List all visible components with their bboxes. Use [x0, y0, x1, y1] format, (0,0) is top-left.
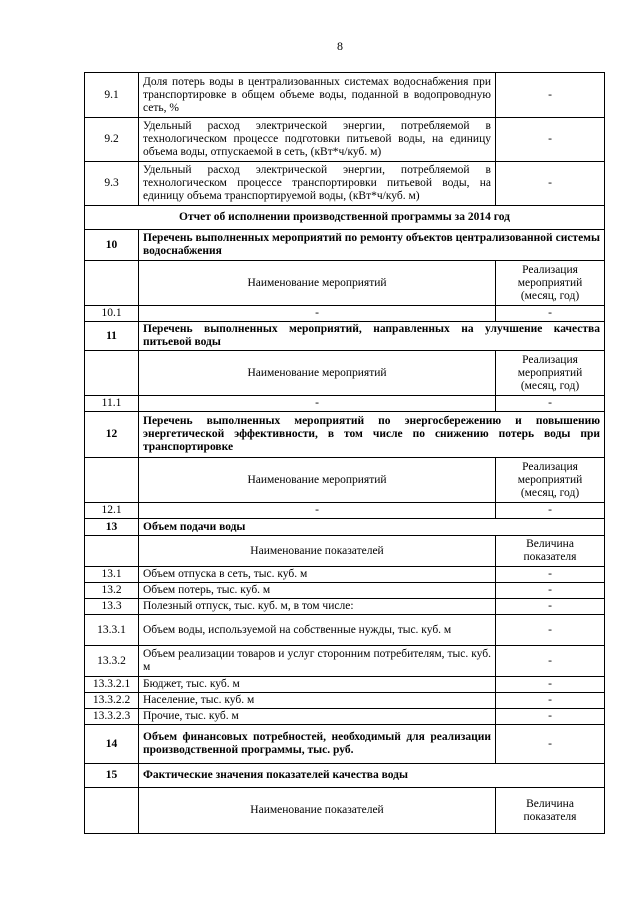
production-program-table	[84, 72, 605, 834]
empty-number-cell	[85, 536, 139, 567]
table-row	[85, 519, 605, 536]
empty-number-cell	[85, 788, 139, 834]
section-heading: Перечень выполненных мероприятий по энергосбережению и повышению энергетической эффективности, в том числе по снижению потерь воды при транспортировке	[139, 412, 605, 458]
value-cell: -	[496, 503, 605, 519]
section-heading: Перечень выполненных мероприятий по ремонту объектов централизованной системы водоснабжения	[139, 230, 605, 261]
table-row	[85, 206, 605, 230]
value-cell: -	[496, 162, 605, 206]
row-number: 12.1	[85, 503, 139, 519]
column-header-name: Наименование показателей	[139, 788, 496, 834]
table-row	[85, 646, 605, 677]
table-row	[85, 261, 605, 306]
value-cell: -	[496, 725, 605, 764]
row-number: 13.3.2	[85, 646, 139, 677]
table-row	[85, 412, 605, 458]
value-cell: -	[496, 615, 605, 646]
table-row	[85, 503, 605, 519]
section-number: 10	[85, 230, 139, 261]
column-header-name: Наименование мероприятий	[139, 458, 496, 503]
section-number: 11	[85, 322, 139, 351]
value-cell: -	[496, 677, 605, 693]
table-row	[85, 709, 605, 725]
row-number: 13.3.2.2	[85, 693, 139, 709]
row-description: Объем отпуска в сеть, тыс. куб. м	[139, 567, 496, 583]
value-cell: -	[496, 567, 605, 583]
table-row	[85, 351, 605, 396]
empty-number-cell	[85, 261, 139, 306]
column-header-value: Величина показателя	[496, 536, 605, 567]
row-number: 13.3	[85, 599, 139, 615]
row-description: Доля потерь воды в централизованных системах водоснабжения при транспортировке в общем объеме воды, поданной в водопроводную сеть, %	[139, 73, 496, 118]
table-row	[85, 322, 605, 351]
value-cell: -	[496, 599, 605, 615]
row-description: Полезный отпуск, тыс. куб. м, в том числе:	[139, 599, 496, 615]
table-row	[85, 162, 605, 206]
table-row	[85, 725, 605, 764]
row-number: 9.2	[85, 118, 139, 162]
value-cell: -	[496, 73, 605, 118]
value-cell: -	[496, 583, 605, 599]
section-number: 15	[85, 764, 139, 788]
row-description: Объем реализации товаров и услуг сторонним потребителям, тыс. куб. м	[139, 646, 496, 677]
section-number: 13	[85, 519, 139, 536]
section-heading: Объем финансовых потребностей, необходимый для реализации производственной программы, тыс. руб.	[139, 725, 496, 764]
row-number: 13.3.1	[85, 615, 139, 646]
table-row	[85, 583, 605, 599]
row-number: 9.3	[85, 162, 139, 206]
table-row	[85, 230, 605, 261]
row-description: Бюджет, тыс. куб. м	[139, 677, 496, 693]
table-row	[85, 788, 605, 834]
table-row	[85, 567, 605, 583]
section-heading: Перечень выполненных мероприятий, направленных на улучшение качества питьевой воды	[139, 322, 605, 351]
column-header-value: Величина показателя	[496, 788, 605, 834]
column-header-name: Наименование мероприятий	[139, 261, 496, 306]
table-row	[85, 764, 605, 788]
table-row	[85, 118, 605, 162]
row-description: Население, тыс. куб. м	[139, 693, 496, 709]
row-number: 13.2	[85, 583, 139, 599]
value-cell: -	[496, 306, 605, 322]
table-row	[85, 396, 605, 412]
empty-number-cell	[85, 458, 139, 503]
table-row	[85, 306, 605, 322]
table-row	[85, 615, 605, 646]
row-number: 10.1	[85, 306, 139, 322]
row-description: Объем воды, используемой на собственные нужды, тыс. куб. м	[139, 615, 496, 646]
empty-number-cell	[85, 351, 139, 396]
table-row	[85, 693, 605, 709]
section-number: 12	[85, 412, 139, 458]
row-number: 13.3.2.3	[85, 709, 139, 725]
row-description: Удельный расход электрической энергии, потребляемой в технологическом процессе подготовки питьевой воды, на единицу объема воды, отпускаемой в сеть, (кВт*ч/куб. м)	[139, 118, 496, 162]
value-cell: -	[496, 646, 605, 677]
section-number: 14	[85, 725, 139, 764]
section-heading: Фактические значения показателей качества воды	[139, 764, 605, 788]
column-header-name: Наименование мероприятий	[139, 351, 496, 396]
row-description: -	[139, 306, 496, 322]
table-row	[85, 458, 605, 503]
table-row	[85, 536, 605, 567]
row-description: -	[139, 396, 496, 412]
column-header-name: Наименование показателей	[139, 536, 496, 567]
column-header-value: Реализация мероприятий (месяц, год)	[496, 261, 605, 306]
row-number: 13.1	[85, 567, 139, 583]
row-description: Объем потерь, тыс. куб. м	[139, 583, 496, 599]
row-description: Удельный расход электрической энергии, потребляемой в технологическом процессе транспортировки питьевой воды, на единицу объема транспортируемой воды, (кВт*ч/куб. м)	[139, 162, 496, 206]
row-description: -	[139, 503, 496, 519]
section-title: Отчет об исполнении производственной программы за 2014 год	[85, 206, 605, 230]
value-cell: -	[496, 709, 605, 725]
section-heading: Объем подачи воды	[139, 519, 605, 536]
column-header-value: Реализация мероприятий (месяц, год)	[496, 458, 605, 503]
column-header-value: Реализация мероприятий (месяц, год)	[496, 351, 605, 396]
table-row	[85, 73, 605, 118]
row-description: Прочие, тыс. куб. м	[139, 709, 496, 725]
table-row	[85, 677, 605, 693]
value-cell: -	[496, 693, 605, 709]
row-number: 13.3.2.1	[85, 677, 139, 693]
value-cell: -	[496, 396, 605, 412]
value-cell: -	[496, 118, 605, 162]
row-number: 9.1	[85, 73, 139, 118]
row-number: 11.1	[85, 396, 139, 412]
table-row	[85, 599, 605, 615]
page-number: 8	[337, 39, 343, 53]
